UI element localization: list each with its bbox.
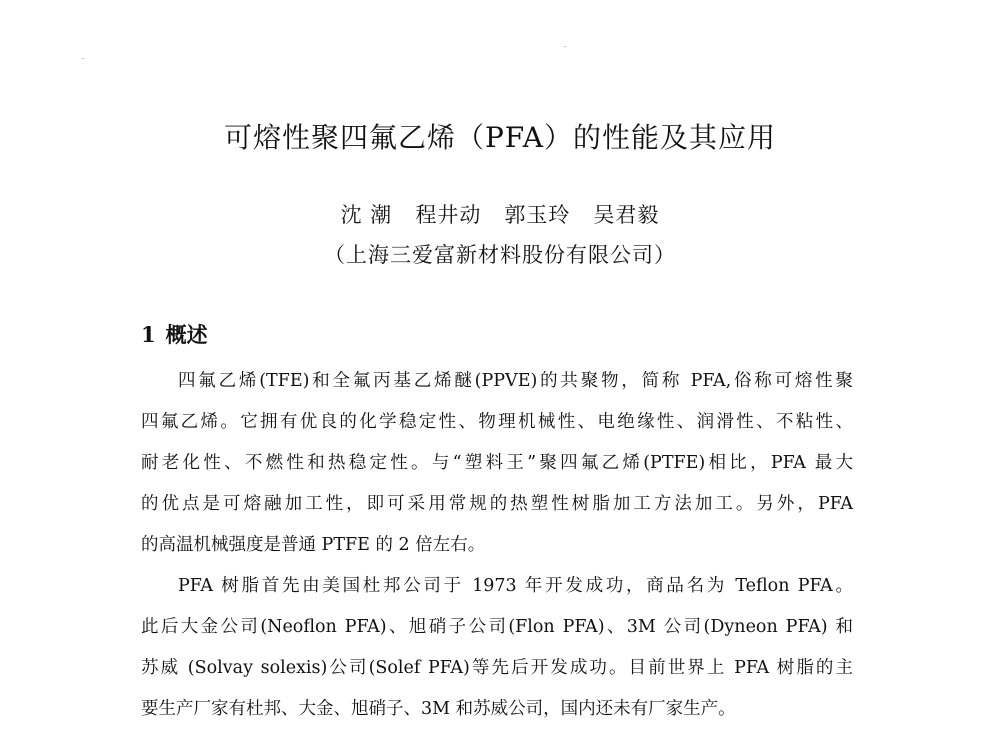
- paragraph-line: 要生产厂家有杜邦、大金、旭硝子、3M 和苏威公司，国内还未有厂家生产。: [141, 699, 736, 719]
- section-heading: [141, 320, 208, 350]
- author-name: 吴君毅: [593, 203, 660, 227]
- author-name: 郭玉玲: [504, 203, 571, 227]
- author-affiliation: （上海三爱富新材料股份有限公司）: [324, 243, 676, 267]
- paragraph-line: 四氟乙烯(TFE)和全氟丙基乙烯醚(PPVE)的共聚物，简称 PFA,俗称可熔性聚: [178, 371, 853, 391]
- paragraph-line: PFA 树脂首先由美国杜邦公司于 1973 年开发成功，商品名为 Teflon PFA。: [178, 576, 853, 596]
- scan-speck: [564, 46, 566, 47]
- paragraph-line: 的优点是可熔融加工性，即可采用常规的热塑性树脂加工方法加工。另外，PFA: [141, 494, 853, 514]
- document-title: 可熔性聚四氟乙烯（PFA）的性能及其应用: [223, 121, 777, 154]
- paragraph-line: 耐老化性、不燃性和热稳定性。与“塑料王”聚四氟乙烯(PTFE)相比，PFA 最大: [141, 453, 853, 473]
- section-number: 1: [141, 322, 156, 347]
- author-name: 程井动: [415, 203, 482, 227]
- paragraph-line: 此后大金公司(Neoflon PFA)、旭硝子公司(Flon PFA)、3M 公司(Dyneon PFA) 和: [141, 617, 853, 637]
- author-list: [0, 200, 1000, 230]
- paragraph-line: 四氟乙烯。它拥有优良的化学稳定性、物理机械性、电绝缘性、润滑性、不粘性、: [141, 412, 853, 432]
- section-title: 概述: [165, 322, 208, 347]
- paragraph-line: 的高温机械强度是普通 PTFE 的 2 倍左右。: [141, 535, 486, 555]
- author-name: 沈 潮: [340, 203, 393, 227]
- scan-speck: [82, 58, 84, 59]
- paragraph-line: 苏威 (Solvay solexis)公司(Solef PFA)等先后开发成功。目前世界上 PFA 树脂的主: [141, 658, 853, 678]
